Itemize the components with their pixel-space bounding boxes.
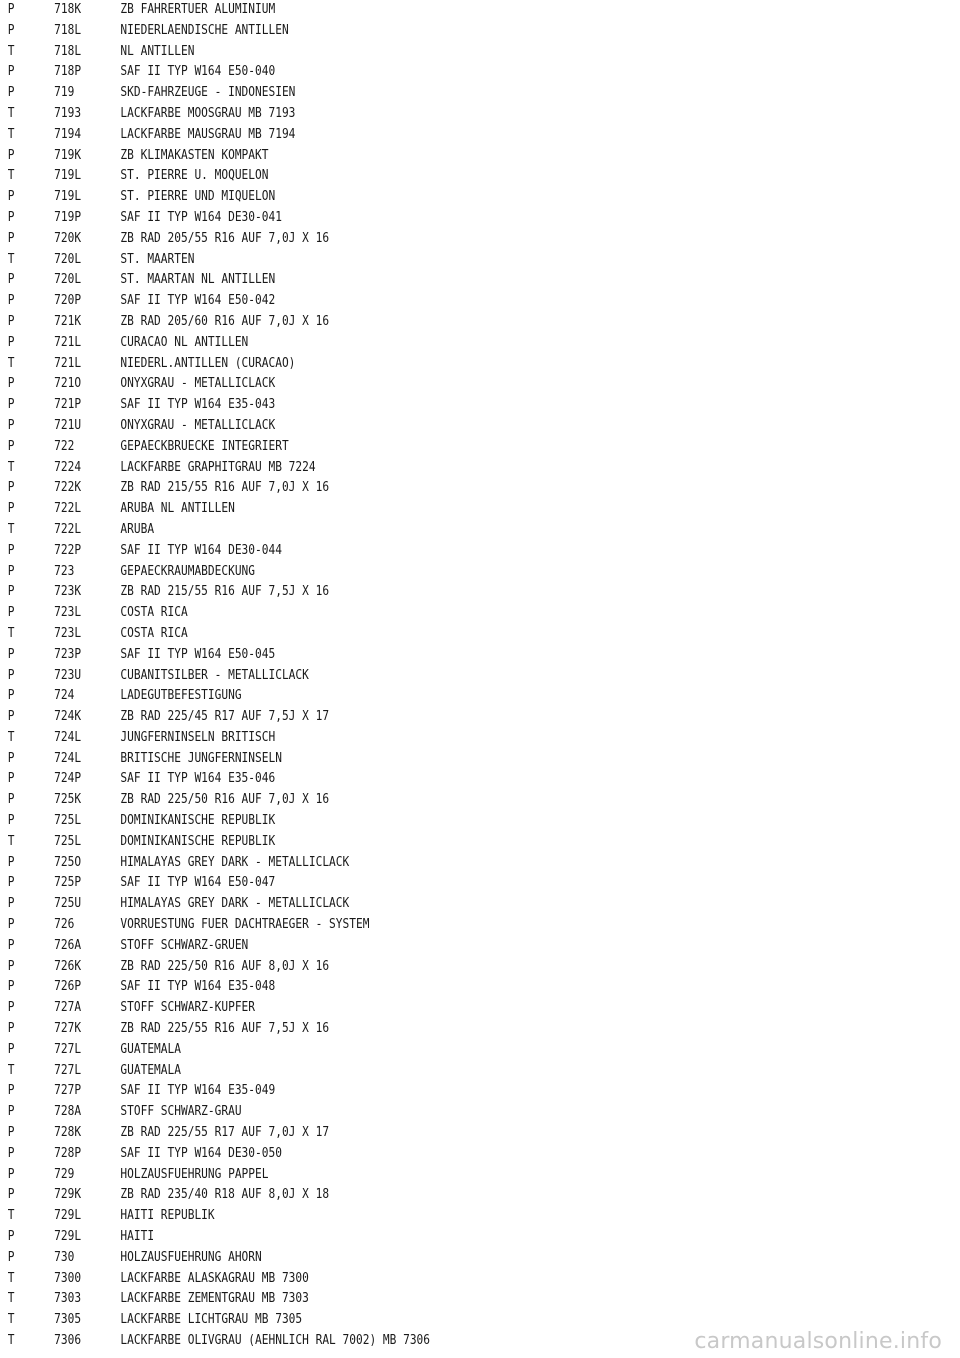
description-cell: LACKFARBE LICHTGRAU MB 7305 — [120, 1312, 303, 1328]
type-cell: T — [7, 459, 15, 475]
code-row — [0, 1165, 826, 1186]
description-cell: HAITI — [120, 1229, 155, 1245]
description-cell: ZB RAD 205/55 R16 AUF 7,0J X 16 — [120, 230, 330, 246]
code-row — [0, 1310, 826, 1331]
code-row — [0, 1123, 826, 1144]
description-cell: HAITI REPUBLIK — [120, 1208, 215, 1224]
type-cell: T — [7, 1062, 15, 1078]
type-cell: P — [7, 1125, 15, 1141]
code-cell: 7303 — [54, 1291, 82, 1307]
description-cell: ARUBA — [120, 521, 155, 537]
code-cell: 727A — [54, 1000, 82, 1016]
code-cell: 7224 — [54, 459, 82, 475]
code-cell: 724L — [54, 750, 82, 766]
code-cell: 725U — [54, 896, 82, 912]
type-cell: P — [7, 334, 15, 350]
code-row — [0, 666, 826, 687]
code-row — [0, 229, 826, 250]
code-row — [0, 187, 826, 208]
code-row — [0, 811, 826, 832]
description-cell: SAF II TYP W164 E35-043 — [120, 397, 276, 413]
description-cell: LACKFARBE ALASKAGRAU MB 7300 — [120, 1270, 309, 1286]
code-row — [0, 458, 826, 479]
code-row — [0, 624, 826, 645]
description-cell: SAF II TYP W164 E35-049 — [120, 1083, 276, 1099]
code-cell: 720L — [54, 272, 82, 288]
type-cell: T — [7, 1270, 15, 1286]
description-cell: CUBANITSILBER - METALLICLACK — [120, 667, 309, 683]
code-cell: 724P — [54, 771, 82, 787]
description-cell: SAF II TYP W164 E35-046 — [120, 771, 276, 787]
type-cell: P — [7, 147, 15, 163]
code-row — [0, 603, 826, 624]
description-cell: ONYXGRAU - METALLICLACK — [120, 376, 276, 392]
code-row — [0, 166, 826, 187]
type-cell: P — [7, 22, 15, 38]
code-row — [0, 873, 826, 894]
code-row — [0, 104, 826, 125]
code-cell: 723K — [54, 584, 82, 600]
description-cell: NIEDERLAENDISCHE ANTILLEN — [120, 22, 289, 38]
code-row — [0, 1061, 826, 1082]
type-cell: T — [7, 625, 15, 641]
description-cell: ST. MAARTAN NL ANTILLEN — [120, 272, 276, 288]
code-cell: 728P — [54, 1145, 82, 1161]
code-cell: 718P — [54, 64, 82, 80]
code-cell: 719P — [54, 209, 82, 225]
code-cell: 722K — [54, 480, 82, 496]
code-cell: 720K — [54, 230, 82, 246]
code-row — [0, 686, 826, 707]
type-cell: P — [7, 542, 15, 558]
type-cell: P — [7, 1083, 15, 1099]
description-cell: GEPAECKRAUMABDECKUNG — [120, 563, 256, 579]
code-cell: 720P — [54, 293, 82, 309]
code-cell: 723 — [54, 563, 75, 579]
code-row — [0, 707, 826, 728]
description-cell: SAF II TYP W164 DE30-050 — [120, 1145, 282, 1161]
type-cell: P — [7, 501, 15, 517]
code-row — [0, 374, 826, 395]
code-cell: 721L — [54, 334, 82, 350]
code-cell: 723U — [54, 667, 82, 683]
description-cell: SAF II TYP W164 E35-048 — [120, 979, 276, 995]
code-cell: 718L — [54, 43, 82, 59]
code-row — [0, 250, 826, 271]
code-cell: 727L — [54, 1041, 82, 1057]
code-row — [0, 21, 826, 42]
code-cell: 728K — [54, 1125, 82, 1141]
description-cell: ZB RAD 225/45 R17 AUF 7,5J X 17 — [120, 709, 330, 725]
code-cell: 725O — [54, 854, 82, 870]
code-cell: 724K — [54, 709, 82, 725]
code-cell: 729L — [54, 1208, 82, 1224]
code-cell: 729K — [54, 1187, 82, 1203]
description-cell: LACKFARBE MOOSGRAU MB 7193 — [120, 105, 296, 121]
code-cell: 724L — [54, 729, 82, 745]
code-row — [0, 416, 826, 437]
description-cell: LACKFARBE GRAPHITGRAU MB 7224 — [120, 459, 316, 475]
code-row — [0, 1227, 826, 1248]
description-cell: DOMINIKANISCHE REPUBLIK — [120, 813, 276, 829]
type-cell: P — [7, 688, 15, 704]
type-cell: P — [7, 646, 15, 662]
code-cell: 725K — [54, 792, 82, 808]
type-cell: P — [7, 1145, 15, 1161]
type-cell: P — [7, 417, 15, 433]
code-row — [0, 437, 826, 458]
type-cell: P — [7, 979, 15, 995]
type-cell: P — [7, 209, 15, 225]
code-cell: 722 — [54, 438, 75, 454]
code-row — [0, 769, 826, 790]
type-cell: T — [7, 355, 15, 371]
code-row — [0, 270, 826, 291]
code-row — [0, 83, 826, 104]
code-cell: 727L — [54, 1062, 82, 1078]
code-row — [0, 853, 826, 874]
description-cell: BRITISCHE JUNGFERNINSELN — [120, 750, 282, 766]
code-cell: 724 — [54, 688, 75, 704]
description-cell: GEPAECKBRUECKE INTEGRIERT — [120, 438, 289, 454]
code-cell: 726 — [54, 917, 75, 933]
type-cell: T — [7, 1333, 15, 1348]
description-cell: STOFF SCHWARZ-GRAU — [120, 1104, 242, 1120]
code-cell: 721O — [54, 376, 82, 392]
description-cell: STOFF SCHWARZ-KUPFER — [120, 1000, 256, 1016]
code-row — [0, 1102, 826, 1123]
type-cell: P — [7, 376, 15, 392]
type-cell: P — [7, 272, 15, 288]
type-cell: P — [7, 709, 15, 725]
code-cell: 7300 — [54, 1270, 82, 1286]
code-row — [0, 62, 826, 83]
code-cell: 7193 — [54, 105, 82, 121]
code-cell: 719L — [54, 168, 82, 184]
code-row — [0, 1269, 826, 1290]
code-cell: 726K — [54, 958, 82, 974]
code-row — [0, 645, 826, 666]
description-cell: NL ANTILLEN — [120, 43, 195, 59]
code-cell: 723L — [54, 605, 82, 621]
code-cell: 721P — [54, 397, 82, 413]
code-row — [0, 1206, 826, 1227]
code-cell: 718K — [54, 2, 82, 17]
type-cell: T — [7, 729, 15, 745]
description-cell: LACKFARBE ZEMENTGRAU MB 7303 — [120, 1291, 309, 1307]
description-cell: ZB RAD 205/60 R16 AUF 7,0J X 16 — [120, 313, 330, 329]
type-cell: T — [7, 105, 15, 121]
type-cell: T — [7, 126, 15, 142]
code-cell: 726A — [54, 937, 82, 953]
code-cell: 7305 — [54, 1312, 82, 1328]
description-cell: SAF II TYP W164 E50-042 — [120, 293, 276, 309]
description-cell: LACKFARBE OLIVGRAU (AEHNLICH RAL 7002) MB 7306 — [120, 1333, 431, 1348]
type-cell: P — [7, 293, 15, 309]
code-row — [0, 312, 826, 333]
code-cell: 729L — [54, 1229, 82, 1245]
description-cell: HOLZAUSFUEHRUNG PAPPEL — [120, 1166, 269, 1182]
description-cell: SAF II TYP W164 E50-045 — [120, 646, 276, 662]
description-cell: ZB RAD 225/55 R17 AUF 7,0J X 17 — [120, 1125, 330, 1141]
code-row — [0, 728, 826, 749]
code-cell: 723L — [54, 625, 82, 641]
description-cell: JUNGFERNINSELN BRITISCH — [120, 729, 276, 745]
code-cell: 730 — [54, 1249, 75, 1265]
description-cell: ZB RAD 215/55 R16 AUF 7,0J X 16 — [120, 480, 330, 496]
type-cell: P — [7, 958, 15, 974]
description-cell: GUATEMALA — [120, 1062, 181, 1078]
code-row — [0, 1248, 826, 1269]
code-row — [0, 957, 826, 978]
description-cell: SAF II TYP W164 DE30-044 — [120, 542, 282, 558]
type-cell: P — [7, 1104, 15, 1120]
description-cell: HIMALAYAS GREY DARK - METALLICLACK — [120, 896, 350, 912]
type-cell: P — [7, 397, 15, 413]
code-cell: 722L — [54, 521, 82, 537]
description-cell: ZB KLIMAKASTEN KOMPAKT — [120, 147, 269, 163]
code-row — [0, 1289, 826, 1310]
type-cell: P — [7, 771, 15, 787]
type-cell: P — [7, 792, 15, 808]
description-cell: VORRUESTUNG FUER DACHTRAEGER - SYSTEM — [120, 917, 370, 933]
code-cell: 721L — [54, 355, 82, 371]
code-cell: 721K — [54, 313, 82, 329]
code-row — [0, 541, 826, 562]
type-cell: P — [7, 605, 15, 621]
code-row — [0, 42, 826, 63]
code-cell: 729 — [54, 1166, 75, 1182]
description-cell: COSTA RICA — [120, 625, 188, 641]
description-cell: GUATEMALA — [120, 1041, 181, 1057]
type-cell: T — [7, 43, 15, 59]
code-row — [0, 291, 826, 312]
description-cell: SAF II TYP W164 E50-047 — [120, 875, 276, 891]
type-cell: P — [7, 64, 15, 80]
description-cell: DOMINIKANISCHE REPUBLIK — [120, 833, 276, 849]
code-cell: 719L — [54, 189, 82, 205]
code-cell: 719K — [54, 147, 82, 163]
code-cell: 719 — [54, 85, 75, 101]
code-cell: 7194 — [54, 126, 82, 142]
type-cell: P — [7, 937, 15, 953]
code-row — [0, 1081, 826, 1102]
code-cell: 718L — [54, 22, 82, 38]
code-row — [0, 936, 826, 957]
type-cell: P — [7, 2, 15, 17]
code-row — [0, 1040, 826, 1061]
type-cell: P — [7, 584, 15, 600]
code-row — [0, 1019, 826, 1040]
type-cell: P — [7, 875, 15, 891]
description-cell: ZB RAD 225/55 R16 AUF 7,5J X 16 — [120, 1021, 330, 1037]
code-row — [0, 395, 826, 416]
description-cell: ZB RAD 215/55 R16 AUF 7,5J X 16 — [120, 584, 330, 600]
code-row — [0, 582, 826, 603]
description-cell: LADEGUTBEFESTIGUNG — [120, 688, 242, 704]
description-cell: STOFF SCHWARZ-GRUEN — [120, 937, 249, 953]
code-row — [0, 894, 826, 915]
type-cell: T — [7, 168, 15, 184]
code-cell: 7306 — [54, 1333, 82, 1348]
code-row — [0, 749, 826, 770]
code-row — [0, 520, 826, 541]
code-row — [0, 0, 826, 21]
code-cell: 723P — [54, 646, 82, 662]
type-cell: P — [7, 896, 15, 912]
code-cell: 725L — [54, 833, 82, 849]
type-cell: T — [7, 521, 15, 537]
description-cell: ZB RAD 225/50 R16 AUF 8,0J X 16 — [120, 958, 330, 974]
description-cell: SKD-FAHRZEUGE - INDONESIEN — [120, 85, 296, 101]
code-cell: 728A — [54, 1104, 82, 1120]
type-cell: P — [7, 1187, 15, 1203]
type-cell: P — [7, 1229, 15, 1245]
type-cell: P — [7, 1166, 15, 1182]
code-cell: 725L — [54, 813, 82, 829]
description-cell: LACKFARBE MAUSGRAU MB 7194 — [120, 126, 296, 142]
description-cell: SAF II TYP W164 DE30-041 — [120, 209, 282, 225]
description-cell: NIEDERL.ANTILLEN (CURACAO) — [120, 355, 296, 371]
code-cell: 727K — [54, 1021, 82, 1037]
type-cell: P — [7, 438, 15, 454]
type-cell: P — [7, 917, 15, 933]
type-cell: T — [7, 1312, 15, 1328]
description-cell: ZB RAD 235/40 R18 AUF 8,0J X 18 — [120, 1187, 330, 1203]
code-row — [0, 832, 826, 853]
description-cell: ST. PIERRE U. MOQUELON — [120, 168, 269, 184]
code-cell: 726P — [54, 979, 82, 995]
type-cell: P — [7, 480, 15, 496]
code-cell: 722P — [54, 542, 82, 558]
type-cell: P — [7, 854, 15, 870]
site-watermark: carmanualsonline.info — [694, 1329, 942, 1354]
type-cell: P — [7, 1000, 15, 1016]
description-cell: ARUBA NL ANTILLEN — [120, 501, 235, 517]
code-row — [0, 562, 826, 583]
type-cell: T — [7, 1291, 15, 1307]
type-cell: P — [7, 230, 15, 246]
type-cell: P — [7, 813, 15, 829]
type-cell: P — [7, 189, 15, 205]
type-cell: T — [7, 833, 15, 849]
type-cell: P — [7, 313, 15, 329]
code-row — [0, 146, 826, 167]
code-row — [0, 977, 826, 998]
description-cell: ST. PIERRE UND MIQUELON — [120, 189, 276, 205]
description-cell: COSTA RICA — [120, 605, 188, 621]
code-row — [0, 1185, 826, 1206]
description-cell: ST. MAARTEN — [120, 251, 195, 267]
description-cell: HIMALAYAS GREY DARK - METALLICLACK — [120, 854, 350, 870]
code-row — [0, 333, 826, 354]
description-cell: ONYXGRAU - METALLICLACK — [120, 417, 276, 433]
type-cell: P — [7, 1041, 15, 1057]
code-row — [0, 790, 826, 811]
type-cell: P — [7, 1021, 15, 1037]
code-row — [0, 915, 826, 936]
code-row — [0, 125, 826, 146]
code-row — [0, 354, 826, 375]
type-cell: P — [7, 85, 15, 101]
code-row — [0, 1144, 826, 1165]
description-cell: ZB RAD 225/50 R16 AUF 7,0J X 16 — [120, 792, 330, 808]
type-cell: P — [7, 667, 15, 683]
code-row — [0, 478, 826, 499]
type-cell: T — [7, 251, 15, 267]
code-row — [0, 208, 826, 229]
code-row — [0, 998, 826, 1019]
description-cell: SAF II TYP W164 E50-040 — [120, 64, 276, 80]
type-cell: P — [7, 1249, 15, 1265]
type-cell: P — [7, 750, 15, 766]
description-cell: HOLZAUSFUEHRUNG AHORN — [120, 1249, 262, 1265]
code-row — [0, 499, 826, 520]
code-cell: 720L — [54, 251, 82, 267]
description-cell: CURACAO NL ANTILLEN — [120, 334, 249, 350]
code-cell: 722L — [54, 501, 82, 517]
type-cell: T — [7, 1208, 15, 1224]
type-cell: P — [7, 563, 15, 579]
code-cell: 727P — [54, 1083, 82, 1099]
description-cell: ZB FAHRERTUER ALUMINIUM — [120, 2, 276, 17]
code-cell: 721U — [54, 417, 82, 433]
code-cell: 725P — [54, 875, 82, 891]
